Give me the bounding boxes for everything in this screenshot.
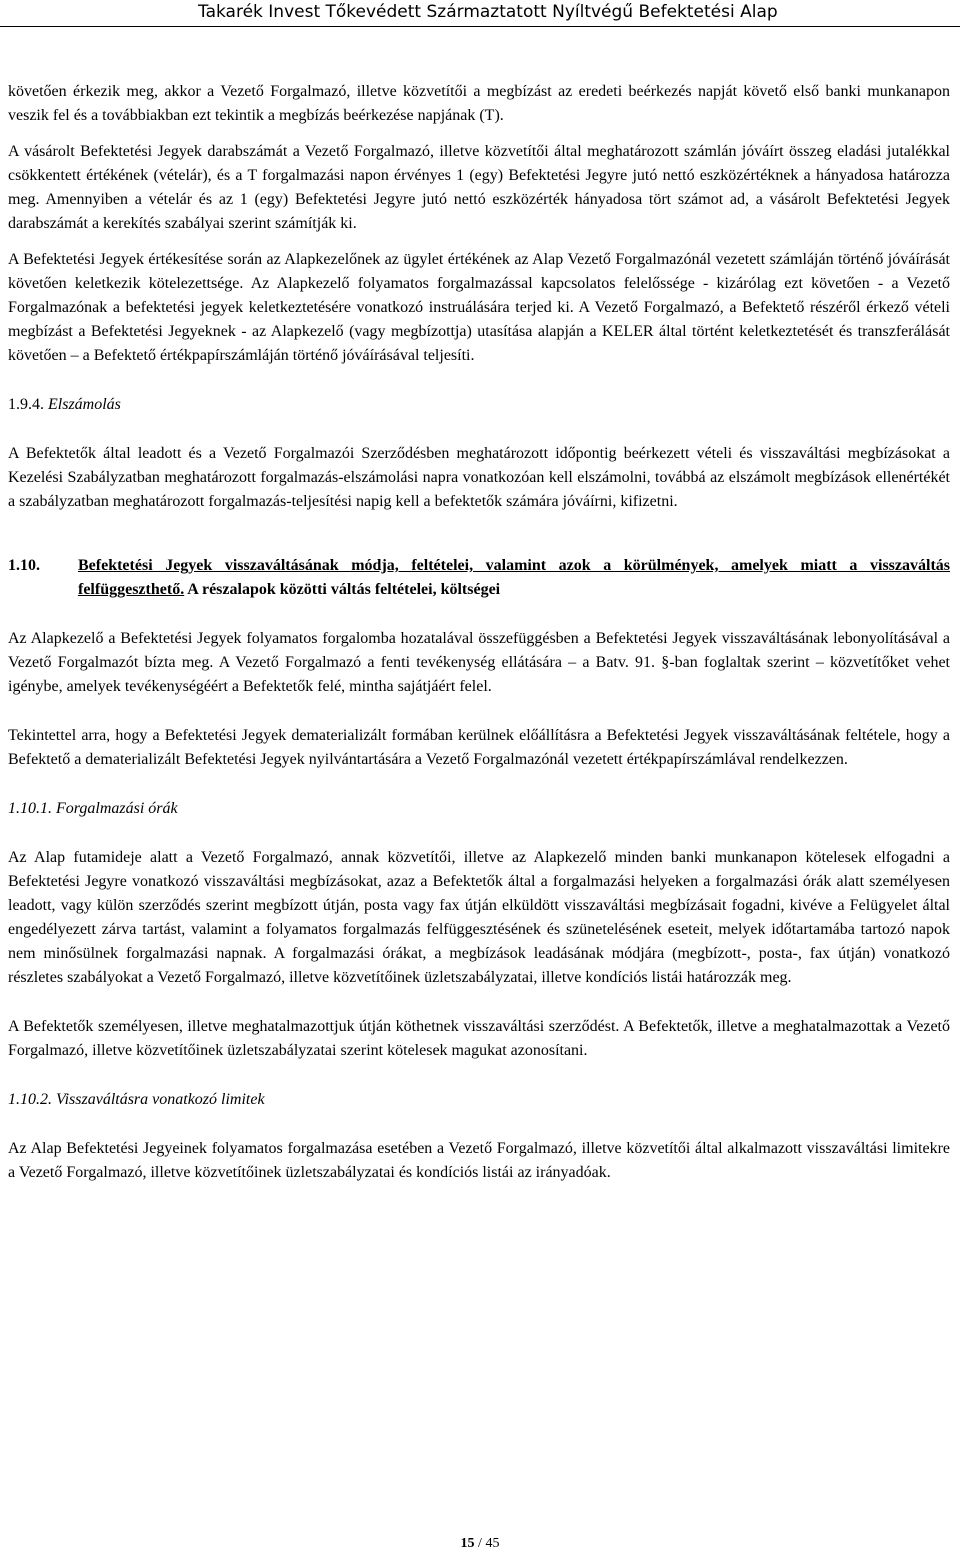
document-body <box>8 80 950 1185</box>
paragraph: A Befektetők személyesen, illetve meghatalmazottjuk útján köthetnek visszaváltási szerződést. A Befektetők, illetve a meghatalmazottak a Vezető Forgalmazó, illetve közvetítőinek üzletszabályzatai szerint kötelesek magukat azonosítani. <box>8 1018 950 1059</box>
paragraph: A Befektetők által leadott és a Vezető Forgalmazói Szerződésben meghatározott időpontig beérkezett vételi és visszaváltási megbízásokat a Kezelési Szabályzatban meghatározott forgalmazás-elszámolási napra vonatkozóan kell elszámolni, továbbá az elszámolt megbízások ellenértékét a szabályzatban meghatározott forgalmazás-teljesítési napig kell a befektetők számára jóváírni, kifizetni. <box>8 445 950 510</box>
section-title-part-2: A részalapok közötti váltás feltételei, költségei <box>184 581 501 598</box>
paragraph: Az Alapkezelő a Befektetési Jegyek folyamatos forgalomba hozatalával összefüggésben a Befektetési Jegyek visszaváltásának lebonyolításával a Vezető Forgalmazót bízta meg. A Vezető Forgalmazó a fenti tevékenység ellátására – a Batv. 91. §-ban foglaltak szerint – közvetítőket vehet igénybe, amelyek tevékenységéért a Befektetők felé, mintha sajátjáért felel. <box>8 630 950 695</box>
page-number: 15 <box>460 1536 475 1551</box>
section-title: 1.10.1. Forgalmazási órák <box>8 800 178 817</box>
header-title: Takarék Invest Tőkevédett Származtatott Nyíltvégű Befektetési Alap <box>198 2 778 22</box>
paragraph: követően érkezik meg, akkor a Vezető Forgalmazó, illetve közvetítői a megbízást az eredeti beérkezés napját követő első banki munkanapon veszik fel és a továbbiakban ezt tekintik a megbízás beérkezése napjának (T). <box>8 83 950 124</box>
section-heading-1-10-1 <box>8 797 950 821</box>
page-footer <box>0 1536 960 1552</box>
paragraph: A vásárolt Befektetési Jegyek darabszámát a Vezető Forgalmazó, illetve közvetítői által meghatározott számlán jóváírt összeg eladási jutalékkal csökkentett értékének (vételár), és a T forgalmazási napon érvényes 1 (egy) Befektetési Jegyre jutó nettó eszközértéknek a hányadosa határozza meg. Amennyiben a vételár és az 1 (egy) Befektetési Jegyre jutó nettó eszközérték hányadosa tört számot ad, a vásárolt Befektetési Jegyek darabszámát a kerekítés szabályai szerint számítják ki. <box>8 143 950 232</box>
section-title <box>78 554 950 602</box>
section-number: 1.9.4. <box>8 396 44 413</box>
page-separator: / <box>474 1536 486 1551</box>
page-total: 45 <box>485 1536 500 1551</box>
section-heading-1-10-2 <box>8 1088 950 1112</box>
section-title-part-1: Befektetési Jegyek visszaváltásának módja, feltételei, valamint azok a körülmények, amelyek miatt a visszaváltás felfüggeszthető. <box>78 557 950 598</box>
section-number: 1.10. <box>8 557 40 574</box>
section-title: Elszámolás <box>48 396 121 413</box>
section-heading-1-10 <box>8 554 950 602</box>
paragraph: Az Alap futamideje alatt a Vezető Forgalmazó, annak közvetítői, illetve az Alapkezelő minden banki munkanapon kötelesek elfogadni a Befektetési Jegyre vonatkozó visszaváltási megbízásokat, azaz a Befektetők által a forgalmazási helyeken a forgalmazási órák alatt személyesen leadott, vagy külön szerződés szerint megbízott útján, posta vagy fax útján elküldött visszaváltási megbízásait fogadni, kivéve a Felügyelet által engedélyezett zárva tartást, valamint a folyamatos forgalmazás felfüggesztésének és szünetelésének eseteit, melyek időtartamába tartozó napok nem minősülnek forgalmazási napnak. A forgalmazási órákat, a megbízások leadásának módjára (megbízott-, posta-, fax útján) vonatkozó részletes szabályokat a Vezető Forgalmazó, illetve közvetítőinek üzletszabályzatai, illetve kondíciós listái határozzák meg. <box>8 849 950 986</box>
document-header <box>0 0 960 27</box>
section-title: 1.10.2. Visszaváltásra vonatkozó limitek <box>8 1091 265 1108</box>
section-heading-1-9-4 <box>8 393 950 417</box>
paragraph: Az Alap Befektetési Jegyeinek folyamatos forgalmazása esetében a Vezető Forgalmazó, illetve közvetítői által alkalmazott visszaváltási limitekre a Vezető Forgalmazó, illetve közvetítőinek üzletszabályzatai és kondíciós listái az irányadóak. <box>8 1140 950 1181</box>
paragraph: Tekintettel arra, hogy a Befektetési Jegyek dematerializált formában kerülnek előállításra a Befektetési Jegyek visszaváltásának feltétele, hogy a Befektető a dematerializált Befektetési Jegyek nyilvántartására a Vezető Forgalmazónál vezetett értékpapírszámlával rendelkezzen. <box>8 727 950 768</box>
paragraph: A Befektetési Jegyek értékesítése során az Alapkezelőnek az ügylet értékének az Alap Vezető Forgalmazónál vezetett számláján történő jóváírását követően keletkezik kötelezettsége. Az Alapkezelő folyamatos forgalmazással kapcsolatos felelőssége - kizárólag ezt követően - a Vezető Forgalmazónak a befektetési jegyek keletkeztetésére vonatkozó instruálására terjed ki. A Vezető Forgalmazó, a Befektető részéről érkező vételi megbízást a Befektetési Jegyeknek - az Alapkezelő (vagy megbízottja) utasítása alapján a KELER által történt keletkeztetését és transzferálását követően – a Befektető értékpapírszámláján történő jóváírásával teljesíti. <box>8 251 950 364</box>
